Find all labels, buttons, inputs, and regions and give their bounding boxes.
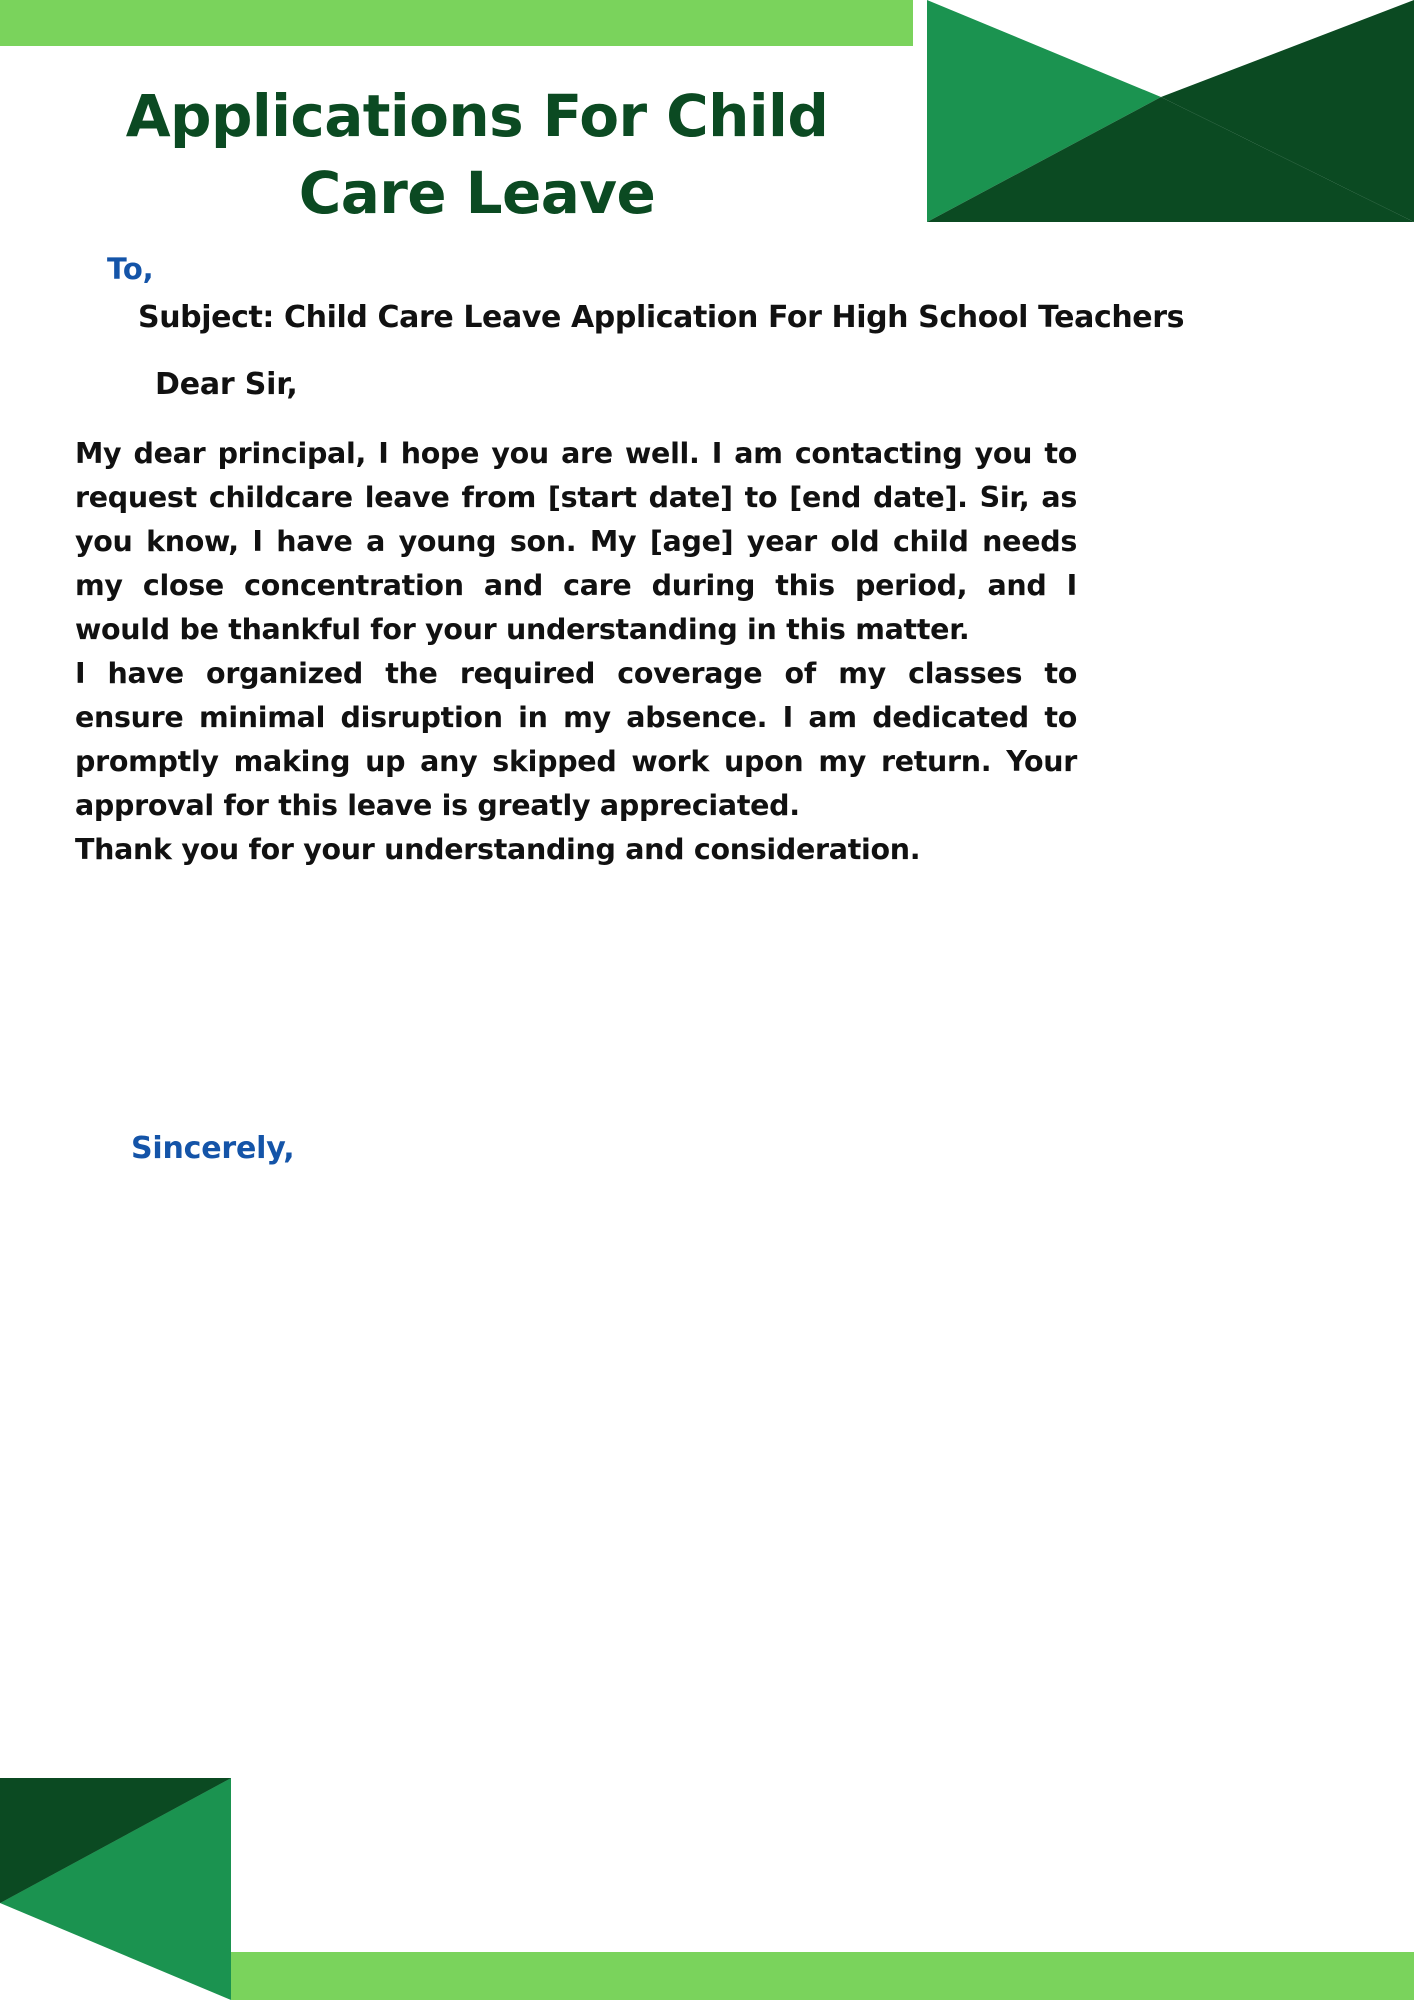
page-title: Applications For Child Care Leave: [125, 82, 829, 227]
salutation-line: Dear Sir,: [155, 367, 298, 402]
subject-line: Subject: Child Care Leave Application For High School Teachers: [138, 300, 1185, 335]
top-right-corner-graphic: [914, 0, 1414, 222]
body-paragraph-2: I have organized the required coverage of my classes to ensure minimal disruption in my absence. I am dedicated to promptly making up any skipped work upon my return. Your approval for this leave is greatly appreciated.: [75, 657, 1077, 822]
closing-thanks-line: Thank you for your understanding and consideration.: [75, 833, 921, 866]
letter-body: [75, 432, 1077, 872]
signoff-label: Sincerely,: [131, 1131, 295, 1166]
to-label: To,: [107, 252, 154, 286]
body-paragraph-1: My dear principal, I hope you are well. I am contacting you to request childcare leave from [start date] to [end date]. Sir, as you know, I have a young son. My [age] year old child needs my close concentration and care during this period, and I would be thankful for your understanding in this matter.: [75, 437, 1077, 646]
top-green-band: [0, 0, 913, 46]
bottom-green-band: [231, 1952, 1414, 2000]
